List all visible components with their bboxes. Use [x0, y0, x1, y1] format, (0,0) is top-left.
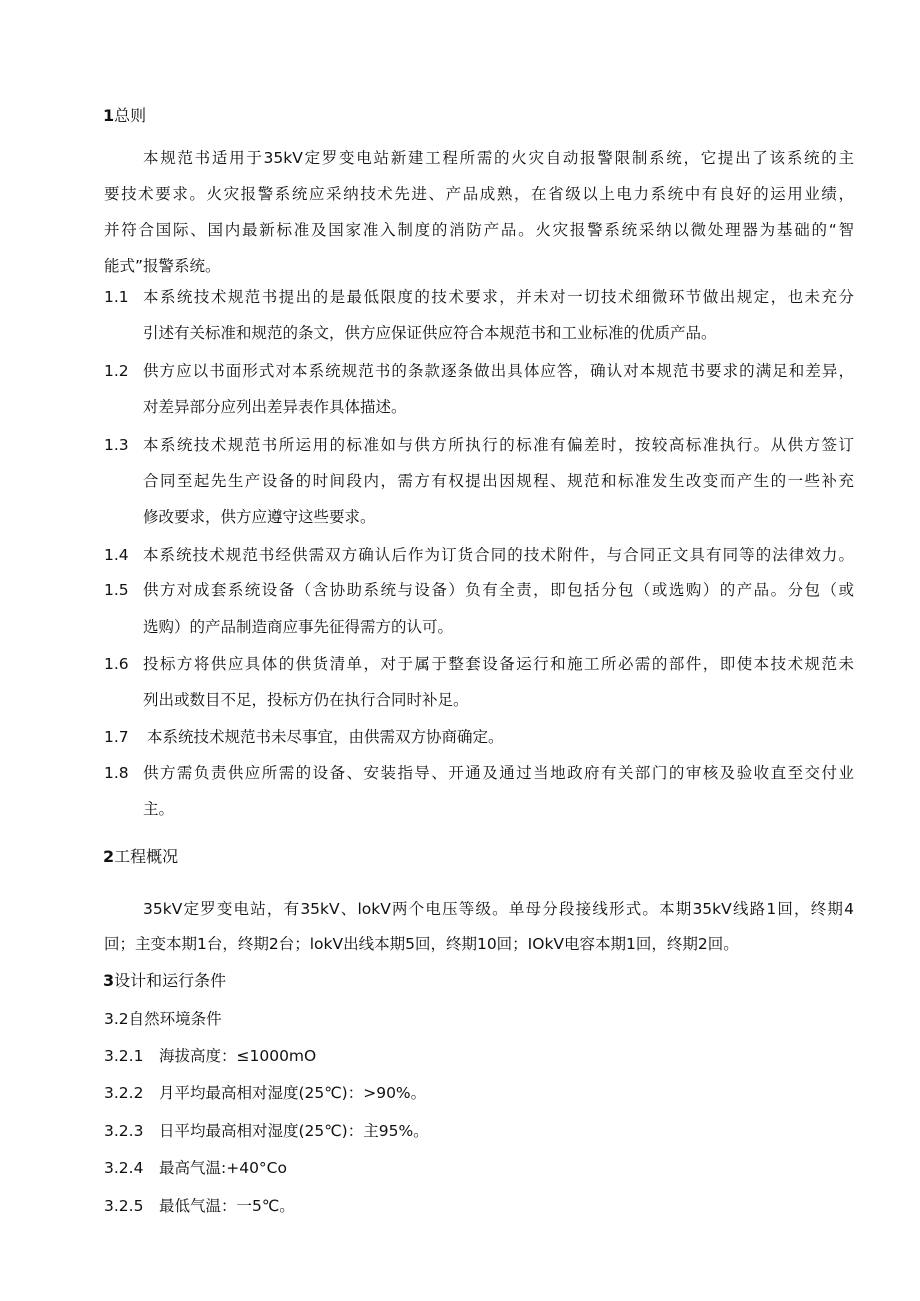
section-1-title: 总则: [114, 106, 147, 125]
section-1-number: 1: [103, 106, 115, 125]
item-1-1-line-2: 引述有关标准和规范的条文，供方应保证供应符合本规范书和工业标准的优质产品。: [143, 324, 717, 342]
item-3-2-5-text: 最低气温：一5℃。: [159, 1197, 295, 1215]
item-1-3-line-2: 合同至起先生产设备的时间段内，需方有权提出因规程、规范和标准发生改变而产生的一些补充: [143, 472, 854, 490]
item-1-3-number: 1.3: [104, 436, 129, 454]
item-1-1-number: 1.1: [104, 288, 129, 306]
item-3-2-2-text: 月平均最高相对湿度(25℃)：>90%。: [159, 1084, 427, 1102]
item-1-6-line-1: 投标方将供应具体的供货清单，对于属于整套设备运行和施工所必需的部件，即使本技术规范未: [143, 655, 854, 673]
item-1-1-line-1: 本系统技术规范书提出的是最低限度的技术要求，并未对一切技术细微环节做出规定，也未充分: [143, 288, 854, 306]
section-2-title: 工程概况: [114, 847, 179, 866]
intro-line-2: 要技术要求。火灾报警系统应采纳技术先进、产品成熟，在省级以上电力系统中有良好的运用业绩，: [104, 185, 854, 203]
item-1-2-line-2: 对差异部分应列出差异表作具体描述。: [143, 398, 407, 416]
item-3-2-1-text: 海拔高度：≤1000mO: [159, 1047, 317, 1065]
item-3-2-4-number: 3.2.4: [104, 1159, 144, 1177]
item-1-5-number: 1.5: [104, 581, 129, 599]
item-1-7-number: 1.7: [104, 728, 129, 746]
section-2-number: 2: [103, 847, 115, 866]
section-2-heading: [103, 847, 178, 867]
item-1-5-line-2: 选购）的产品制造商应事先征得需方的认可。: [143, 618, 454, 636]
item-3-2-2-number: 3.2.2: [104, 1084, 144, 1102]
overview-line-2: 回；主变本期1台，终期2台；lokV出线本期5回，终期10回；IOkV电容本期1回，终期2回。: [104, 935, 739, 953]
item-1-6-line-2: 列出或数目不足，投标方仍在执行合同时补足。: [143, 691, 469, 709]
section-3-title: 设计和运行条件: [114, 971, 227, 990]
overview-line-1: 35kV定罗变电站，有35kV、lokV两个电压等级。单母分段接线形式。本期35kV线路1回，终期4: [143, 900, 854, 918]
item-1-3-line-3: 修改要求，供方应遵守这些要求。: [143, 508, 376, 526]
item-3-2-4-text: 最高气温:+40°Co: [159, 1159, 287, 1177]
item-1-5-line-1: 供方对成套系统设备（含协助系统与设备）负有全责，即包括分包（或选购）的产品。分包（或: [143, 581, 854, 599]
intro-line-1: 本规范书适用于35kV定罗变电站新建工程所需的火灾自动报警限制系统，它提出了该系统的主: [143, 149, 854, 167]
item-3-2-3-text: 日平均最高相对湿度(25℃)：主95%。: [159, 1122, 429, 1140]
item-3-2-3-number: 3.2.3: [104, 1122, 144, 1140]
item-1-7-line-1: 本系统技术规范书未尽事宜，由供需双方协商确定。: [147, 728, 504, 746]
section-3-heading: [103, 971, 226, 991]
intro-line-3: 并符合国际、国内最新标准及国家准入制度的消防产品。火灾报警系统采纳以微处理器为基础的“智: [104, 221, 854, 239]
item-1-8-line-1: 供方需负责供应所需的设备、安装指导、开通及通过当地政府有关部门的审核及验收直至交付业: [143, 764, 854, 782]
subsection-3-2: 3.2自然环境条件: [104, 1010, 222, 1028]
section-1-heading: [103, 106, 146, 126]
item-3-2-5-number: 3.2.5: [104, 1197, 144, 1215]
item-1-4-number: 1.4: [104, 546, 129, 564]
section-3-number: 3: [103, 971, 115, 990]
item-1-8-line-2: 主。: [143, 800, 175, 818]
item-1-6-number: 1.6: [104, 655, 129, 673]
item-1-8-number: 1.8: [104, 764, 129, 782]
item-1-2-line-1: 供方应以书面形式对本系统规范书的条款逐条做出具体应答，确认对本规范书要求的满足和差异，: [143, 362, 854, 380]
intro-line-4: 能式”报警系统。: [104, 257, 221, 275]
item-1-3-line-1: 本系统技术规范书所运用的标准如与供方所执行的标准有偏差时，按较高标准执行。从供方签订: [143, 436, 854, 454]
item-1-4-line-1: 本系统技术规范书经供需双方确认后作为订货合同的技术附件，与合同正文具有同等的法律效力。: [143, 546, 854, 564]
item-3-2-1-number: 3.2.1: [104, 1047, 144, 1065]
item-1-2-number: 1.2: [104, 362, 129, 380]
